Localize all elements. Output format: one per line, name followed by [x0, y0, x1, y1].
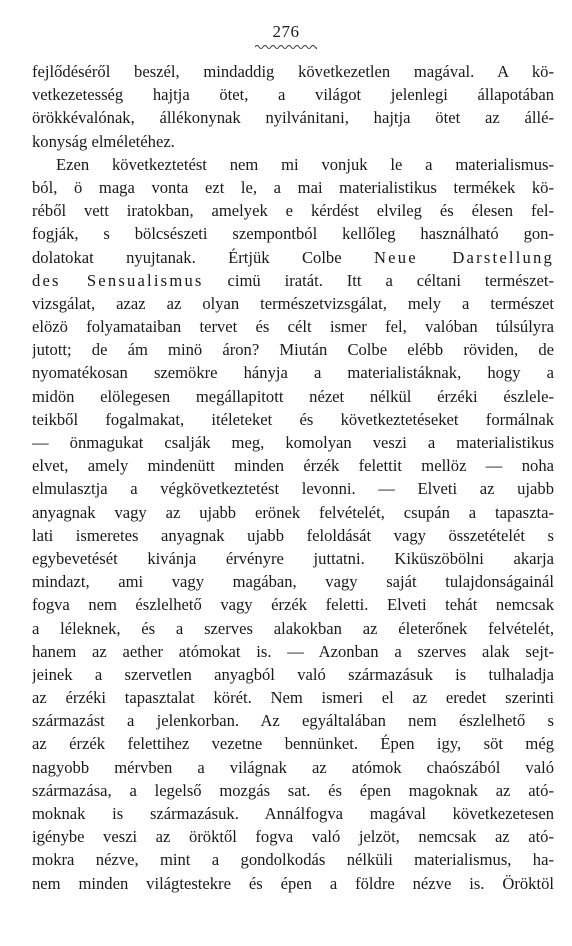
text-line: származása, a legelső mozgás sat. és épen magoknak az ató-	[32, 780, 554, 800]
text-fragment: cimü iratát. Itt a céltani természet-	[203, 270, 554, 290]
text-line: hanem az aether atómokat is. — Azonban a szerves alak sejt-	[32, 641, 554, 661]
text-line: fogva nem észlelhető vagy érzék feletti. Elveti tehát nemcsak	[32, 595, 554, 615]
text-line: moknak is származásuk. Annálfogva magával következetesen	[32, 804, 554, 823]
text-line: lati ismeretes anyagnak ujabb feloldását vagy összetételét s	[32, 525, 554, 545]
text-line: jutott; de ám minö áron? Miután Colbe elébb röviden, de	[32, 340, 554, 360]
text-line: elözö folyamataiban tervet és célt ismer fel, valóban túlsúlyra	[32, 317, 554, 337]
text-line: nagyobb mérvben a világnak az atómok chaószából való	[32, 757, 554, 777]
text-line: fogják, s bölcsészeti szempontból kellőleg használható gon-	[32, 224, 554, 244]
text-line: ból, ö maga vonta ezt le, a mai materialistikus termékek kö-	[32, 177, 554, 197]
text-line: örökkévalónak, állékonynak nyilvánitani, hajtja ötet az állé-	[32, 108, 554, 128]
text-line: fejlődéséről beszél, mindaddig következetlen magával. A kö-	[32, 62, 554, 81]
text-line: vetkezetesség hajtja ötet, a világot jelenlegi állapotában	[32, 85, 554, 105]
text-line-with-title	[32, 269, 554, 292]
text-line: mindazt, ami vagy magában, vagy saját tulajdonságainál	[32, 572, 554, 592]
text-line-with-title	[32, 246, 554, 269]
text-line: réből vett iratokban, amelyek e kérdést elvileg és élesen fel-	[32, 201, 554, 221]
text-line: a léleknek, és a szerves alakokban az életerőnek felvételét,	[32, 618, 554, 638]
spaced-title-fragment: Neue Darstellung	[373, 247, 554, 267]
text-line: elmulasztja a végkövetkeztetést levonni. — Elveti az ujabb	[32, 479, 554, 499]
text-line: nem minden világtestekre és épen a földre nézve is. Öröktöl	[32, 873, 554, 893]
text-line: az érzék felettihez vezetne bennünket. Épen igy, söt még	[32, 734, 554, 754]
text-line: konyság elméletéhez.	[32, 131, 175, 151]
text-fragment: dolatokat nyujtanak. Értjük Colbe	[32, 247, 374, 267]
text-line: mokra nézve, mint a gondolkodás nélküli materialismus, ha-	[32, 850, 554, 870]
page-number: 276	[272, 22, 300, 41]
text-line: vizsgálat, azaz az olyan természetvizsgálat, mely a természet	[32, 293, 554, 313]
text-line: elvet, amely mindenütt minden érzék felettit mellöz — noha	[32, 456, 554, 476]
text-line: midön elölegesen megállapitott nézet nélkül érzéki észlele-	[32, 386, 554, 406]
text-line: egybevetését kivánja érvényre juttatni. Kiküszöbölni akarja	[32, 548, 554, 568]
text-line: származást a jelenkorban. Az egyáltalában nem észlelhető s	[32, 711, 554, 731]
body-text	[32, 60, 554, 895]
page-header	[0, 22, 572, 42]
text-line: jeinek a szervetlen anyagból való származásuk is tulhaladja	[32, 664, 554, 684]
text-line: az érzéki tapasztalat körét. Nem ismeri el az eredet szerinti	[32, 688, 554, 708]
text-line: anyagnak vagy az ujabb erönek felvételét, csupán a tapaszta-	[32, 502, 554, 522]
text-line: igénybe veszi az öröktől fogva való jelzöt, nemcsak az ató-	[32, 827, 554, 847]
wavy-rule-ornament	[255, 44, 317, 50]
text-line: Ezen következtetést nem mi vonjuk le a materialismus-	[56, 154, 554, 174]
text-line: teikből fogalmakat, itéleteket és következtetéseket formálnak	[32, 409, 554, 429]
text-line: — önmagukat csalják meg, komolyan veszi a materialistikus	[32, 433, 554, 452]
text-line: nyomatékosan szemökre hányja a materialistáknak, hogy a	[32, 363, 554, 383]
spaced-title-fragment: des Sensualismus	[32, 270, 204, 290]
